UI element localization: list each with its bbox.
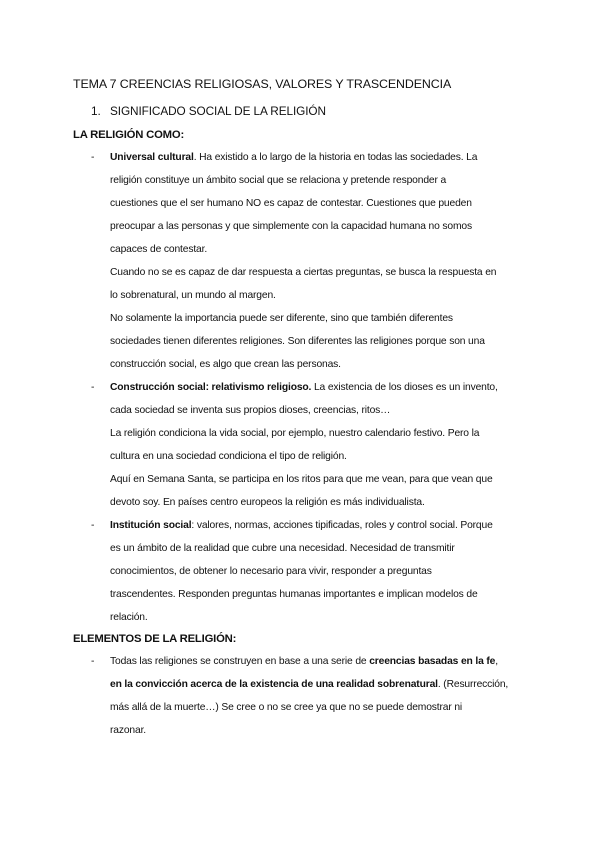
bold-term: en la convicción acerca de la existencia de una realidad sobrenatural bbox=[110, 679, 438, 690]
paragraph-line: relación. bbox=[110, 612, 148, 623]
paragraph-line: razonar. bbox=[110, 725, 147, 736]
paragraph-line: lo sobrenatural, un mundo al margen. bbox=[110, 290, 276, 301]
bold-term: creencias basadas en la fe bbox=[369, 656, 496, 667]
paragraph-line: No solamente la importancia puede ser diferente, sino que también diferentes bbox=[110, 313, 453, 324]
bullet-dash: - bbox=[91, 520, 95, 531]
paragraph-line: es un ámbito de la realidad que cubre una necesidad. Necesidad de transmitir bbox=[110, 543, 455, 554]
paragraph-line: Institución social: valores, normas, acciones tipificadas, roles y control social. Porque bbox=[110, 520, 493, 531]
paragraph-line: Cuando no se es capaz de dar respuesta a ciertas preguntas, se busca la respuesta en bbox=[110, 267, 497, 278]
paragraph-line: cuestiones que el ser humano NO es capaz de contestar. Cuestiones que pueden bbox=[110, 198, 472, 209]
document-title: TEMA 7 CREENCIAS RELIGIOSAS, VALORES Y TRASCENDENCIA bbox=[73, 77, 452, 91]
paragraph-line: La religión condiciona la vida social, por ejemplo, nuestro calendario festivo. Pero la bbox=[110, 428, 480, 439]
bold-term: Institución social bbox=[110, 520, 192, 531]
paragraph-line: cada sociedad se inventa sus propios dioses, creencias, ritos… bbox=[110, 405, 391, 416]
heading-elementos: ELEMENTOS DE LA RELIGIÓN: bbox=[73, 633, 237, 645]
paragraph-line: sociedades tienen diferentes religiones. Son diferentes las religiones porque son una bbox=[110, 336, 485, 347]
paragraph-line: conocimientos, de obtener lo necesario para vivir, responder a preguntas bbox=[110, 566, 432, 577]
bullet-dash: - bbox=[91, 152, 95, 163]
heading-la-religion-como: LA RELIGIÓN COMO: bbox=[73, 129, 185, 141]
bold-term: Construcción social: relativismo religioso. bbox=[110, 382, 312, 393]
paragraph-line: construcción social, es algo que crean las personas. bbox=[110, 359, 341, 370]
paragraph-line: Universal cultural. Ha existido a lo largo de la historia en todas las sociedades. La bbox=[110, 152, 478, 163]
bullet-dash: - bbox=[91, 656, 95, 667]
section-number: 1. bbox=[91, 104, 101, 118]
bold-term: Universal cultural bbox=[110, 152, 194, 163]
paragraph-line: en la convicción acerca de la existencia de una realidad sobrenatural. (Resurrección, bbox=[110, 679, 509, 690]
section-title: SIGNIFICADO SOCIAL DE LA RELIGIÓN bbox=[110, 104, 326, 118]
paragraph-line: trascendentes. Responden preguntas humanas importantes e implican modelos de bbox=[110, 589, 478, 600]
paragraph-line: Todas las religiones se construyen en base a una serie de creencias basadas en la fe, bbox=[110, 656, 498, 667]
paragraph-line: Aquí en Semana Santa, se participa en los ritos para que me vean, para que vean que bbox=[110, 474, 493, 485]
paragraph-line: devoto soy. En países centro europeos la religión es más individualista. bbox=[110, 497, 425, 508]
paragraph-line: preocupar a las personas y que simplemente con la capacidad humana no somos bbox=[110, 221, 472, 232]
paragraph-line: cultura en una sociedad condiciona el tipo de religión. bbox=[110, 451, 347, 462]
paragraph-line: Construcción social: relativismo religioso. La existencia de los dioses es un invento, bbox=[110, 382, 498, 393]
bullet-dash: - bbox=[91, 382, 95, 393]
paragraph-line: más allá de la muerte…) Se cree o no se cree ya que no se puede demostrar ni bbox=[110, 702, 463, 713]
paragraph-line: capaces de contestar. bbox=[110, 244, 208, 255]
paragraph-line: religión constituye un ámbito social que se relaciona y pretende responder a bbox=[110, 175, 447, 186]
